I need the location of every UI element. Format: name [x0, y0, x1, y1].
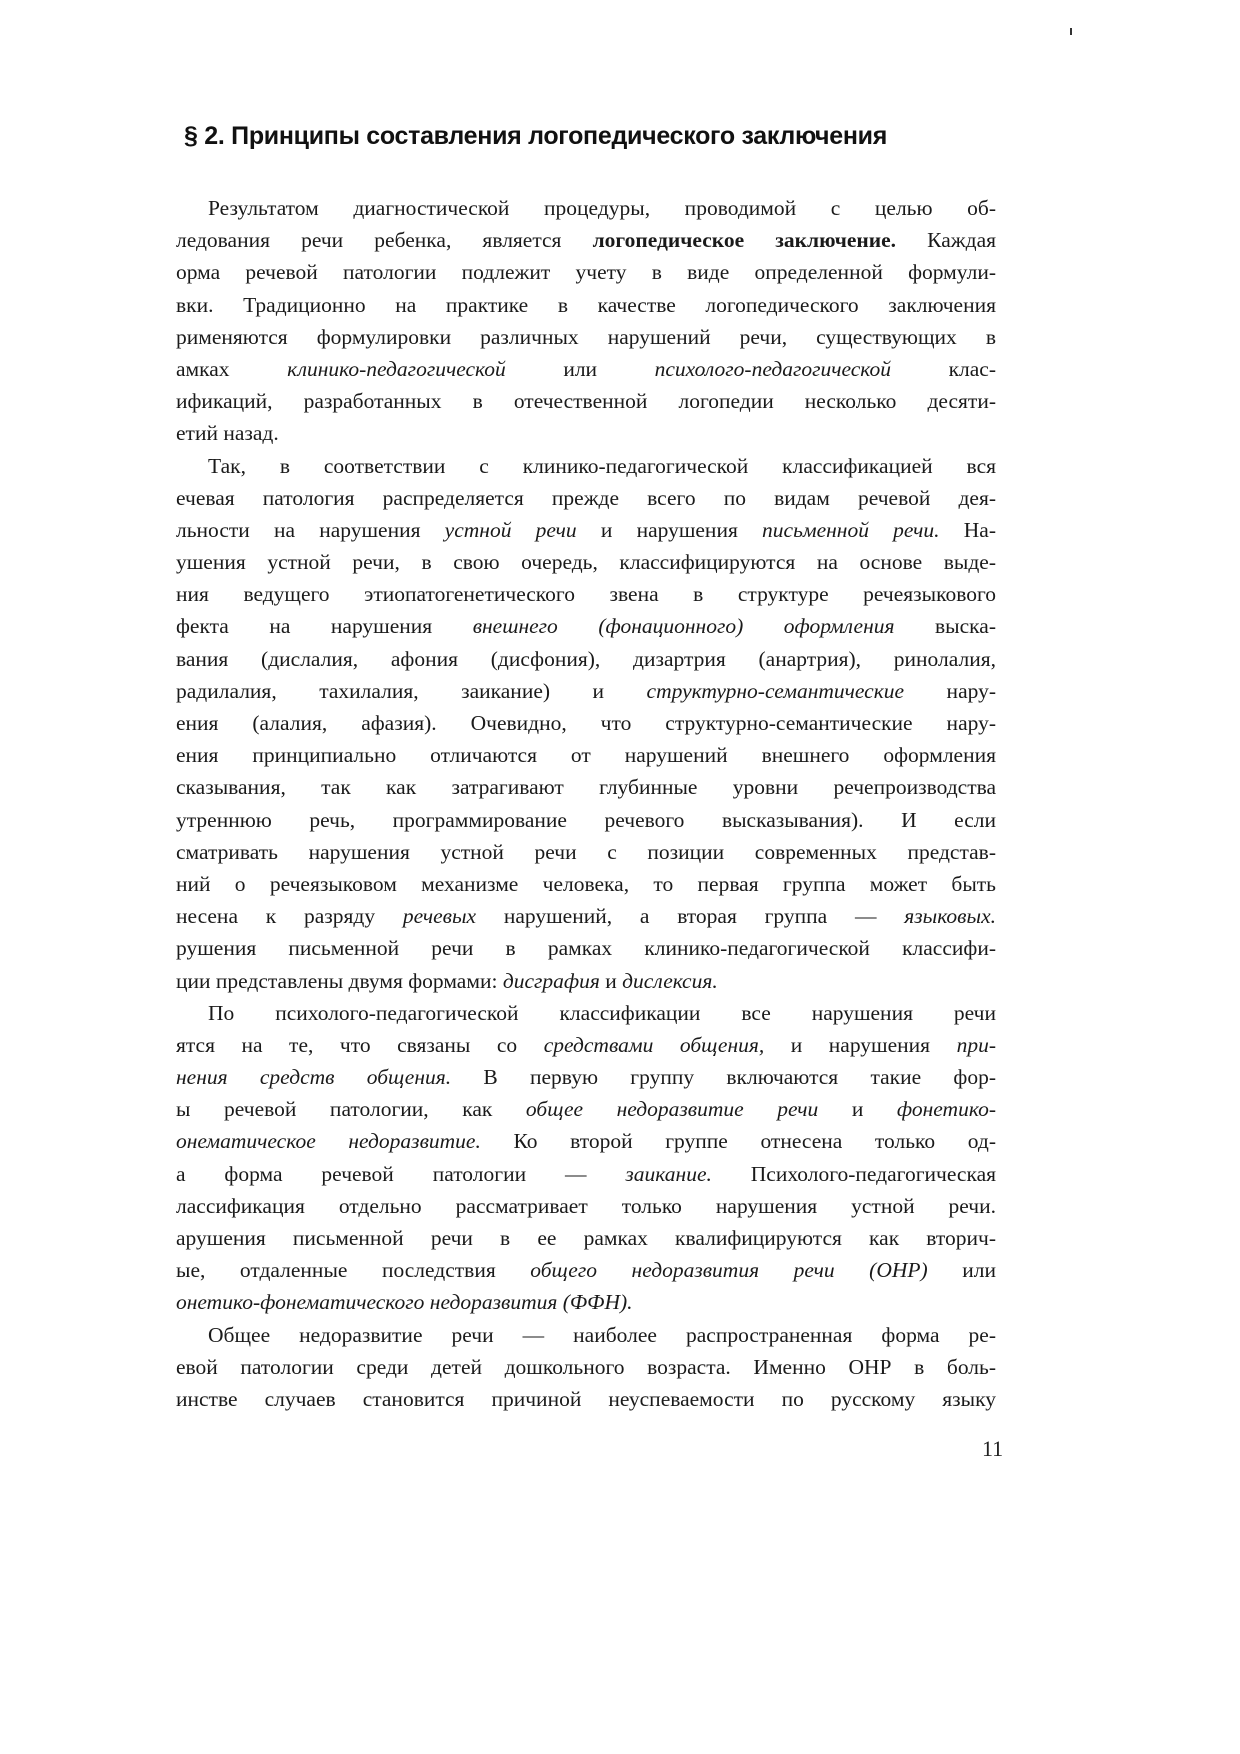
text-run: клас- [891, 356, 996, 381]
text-line [176, 1158, 996, 1190]
text-line [176, 1286, 996, 1318]
text-line [176, 836, 996, 868]
text-run: орма речевой патологии подлежит учету в виде определенной формули- [176, 260, 996, 285]
text-line [176, 289, 996, 321]
text-line [176, 1093, 996, 1125]
text-run: амках [176, 356, 288, 381]
body-text [176, 192, 996, 1415]
text-run: Ко второй группе отнесена только од- [480, 1129, 996, 1154]
text-run: сматривать нарушения устной речи с позиции современных представ- [176, 839, 996, 864]
text-run: Результатом диагностической процедуры, проводимой с целью об- [208, 196, 996, 220]
text-line [176, 224, 996, 256]
italic-text: при- [956, 1032, 996, 1057]
italic-text: заикание. [625, 1161, 712, 1186]
italic-text: устной речи [444, 517, 577, 542]
text-run: ения принципиально отличаются от нарушений внешнего оформления [176, 743, 996, 768]
text-line [176, 804, 996, 836]
text-line [176, 771, 996, 803]
text-run: льности на нарушения [176, 517, 445, 542]
text-run: ний о речеязыковом механизме человека, то первая группа может быть [176, 871, 996, 896]
text-run: На- [939, 517, 996, 542]
text-run: ния ведущего этиопатогенетического звена в структуре речеязыкового [176, 582, 996, 607]
italic-text: фонетико- [896, 1097, 996, 1122]
text-run: ые, отдаленные последствия [176, 1258, 531, 1283]
text-run: арушения письменной речи в ее рамках квалифицируются как вторич- [176, 1226, 996, 1250]
text-run: сказывания, так как затрагивают глубинные уровни речепроизводства [176, 775, 996, 800]
bold-text: логопедическое заключение. [592, 228, 897, 253]
text-line [176, 932, 996, 964]
italic-text: средствами общения, [543, 1032, 765, 1057]
text-line [176, 1222, 996, 1254]
italic-text: дислексия. [622, 968, 718, 993]
italic-text: внешнего (фонационного) оформления [472, 614, 895, 639]
text-line [176, 321, 996, 353]
text-line [176, 900, 996, 932]
page-number: 11 [982, 1436, 1004, 1461]
italic-text: речевых [402, 904, 477, 929]
text-run: Общее недоразвитие речи — наиболее распространенная форма ре- [208, 1322, 996, 1347]
text-run: вания (дислалия, афония (дисфония), дизартрия (анартрия), ринолалия, [176, 646, 996, 671]
text-run: нару- [904, 678, 996, 703]
text-line [176, 610, 996, 642]
text-line [176, 739, 996, 771]
text-line [176, 578, 996, 610]
text-line [176, 997, 996, 1029]
text-line [176, 192, 996, 224]
section-heading: § 2. Принципы составления логопедического заключения [184, 122, 888, 150]
text-line [176, 417, 996, 449]
text-line [176, 707, 996, 739]
text-run: ификаций, разработанных в отечественной логопедии несколько десяти- [176, 389, 996, 414]
text-run: лассификация отдельно рассматривает только нарушения устной речи. [176, 1193, 996, 1218]
text-line [176, 868, 996, 900]
text-run: и [599, 968, 623, 993]
text-line [176, 1254, 996, 1286]
text-run: Так, в соответствии с клинико-педагогической классификацией вся [208, 453, 996, 478]
text-run: фекта на нарушения [176, 614, 473, 639]
text-line [176, 1319, 996, 1351]
italic-text: онематическое недоразвитие. [176, 1129, 481, 1154]
text-run: ушения устной речи, в свою очередь, классифицируются на основе выде- [176, 550, 996, 575]
text-run: несена к разряду [176, 904, 403, 929]
text-line [176, 1383, 996, 1415]
italic-text: структурно-семантические [646, 678, 905, 703]
text-run: евой патологии среди детей дошкольного возраста. Именно ОНР в боль- [176, 1354, 996, 1379]
text-run: или [927, 1258, 996, 1283]
text-line [176, 1061, 996, 1093]
text-run: и нарушения [576, 517, 763, 542]
text-run: утреннюю речь, программирование речевого высказывания). И если [176, 807, 996, 832]
text-run: Психолого-педагогическая [711, 1161, 996, 1186]
text-run: ечевая патология распределяется прежде всего по видам речевой дея- [176, 485, 996, 510]
italic-text: психолого-педагогической [654, 356, 892, 381]
text-line [176, 1125, 996, 1157]
text-run: ения (алалия, афазия). Очевидно, что структурно-семантические нару- [176, 711, 996, 735]
italic-text: общего недоразвития речи (ОНР) [530, 1258, 928, 1283]
text-line [176, 482, 996, 514]
text-line [176, 514, 996, 546]
text-run: радилалия, тахилалия, заикание) и [176, 678, 647, 703]
text-run: етий назад. [176, 421, 279, 446]
text-run: а форма речевой патологии — [176, 1161, 626, 1186]
text-line [176, 1190, 996, 1222]
text-run: нарушений, а вторая группа — [476, 904, 905, 929]
text-run: выска- [894, 614, 996, 639]
text-run: или [505, 356, 655, 381]
italic-text: общее недоразвитие речи [525, 1097, 819, 1122]
text-run: и [818, 1097, 897, 1122]
italic-text: онетико-фонематического недоразвития (ФФН). [176, 1290, 633, 1315]
italic-text: нения средств общения. [176, 1065, 452, 1090]
scan-speck [1070, 28, 1072, 35]
text-line [176, 256, 996, 288]
text-line [176, 1351, 996, 1383]
text-run: ы речевой патологии, как [176, 1097, 526, 1122]
text-line [176, 450, 996, 482]
italic-text: дисграфия [502, 968, 600, 993]
text-run: По психолого-педагогической классификации все нарушения речи [208, 1000, 996, 1025]
text-run: вки. Традиционно на практике в качестве логопедического заключения [176, 292, 996, 317]
text-run: В первую группу включаются такие фор- [451, 1065, 996, 1090]
text-line [176, 965, 996, 997]
italic-text: письменной речи. [762, 517, 940, 542]
text-line [176, 546, 996, 578]
text-run: ятся на те, что связаны со [176, 1032, 544, 1057]
text-run: ции представлены двумя формами: [176, 968, 503, 993]
text-run: инстве случаев становится причиной неуспеваемости по русскому языку [176, 1386, 996, 1411]
italic-text: клинико-педагогической [287, 356, 506, 381]
text-line [176, 353, 996, 385]
text-run: рушения письменной речи в рамках клинико-педагогической классифи- [176, 936, 996, 961]
text-line [176, 1029, 996, 1061]
text-run: и нарушения [764, 1032, 957, 1057]
text-run: ледования речи ребенка, является [176, 228, 593, 253]
text-run: Каждая [896, 228, 996, 253]
text-run: рименяются формулировки различных нарушений речи, существующих в [176, 324, 996, 349]
text-line [176, 385, 996, 417]
text-line [176, 643, 996, 675]
text-line [176, 675, 996, 707]
italic-text: языковых. [904, 904, 996, 929]
